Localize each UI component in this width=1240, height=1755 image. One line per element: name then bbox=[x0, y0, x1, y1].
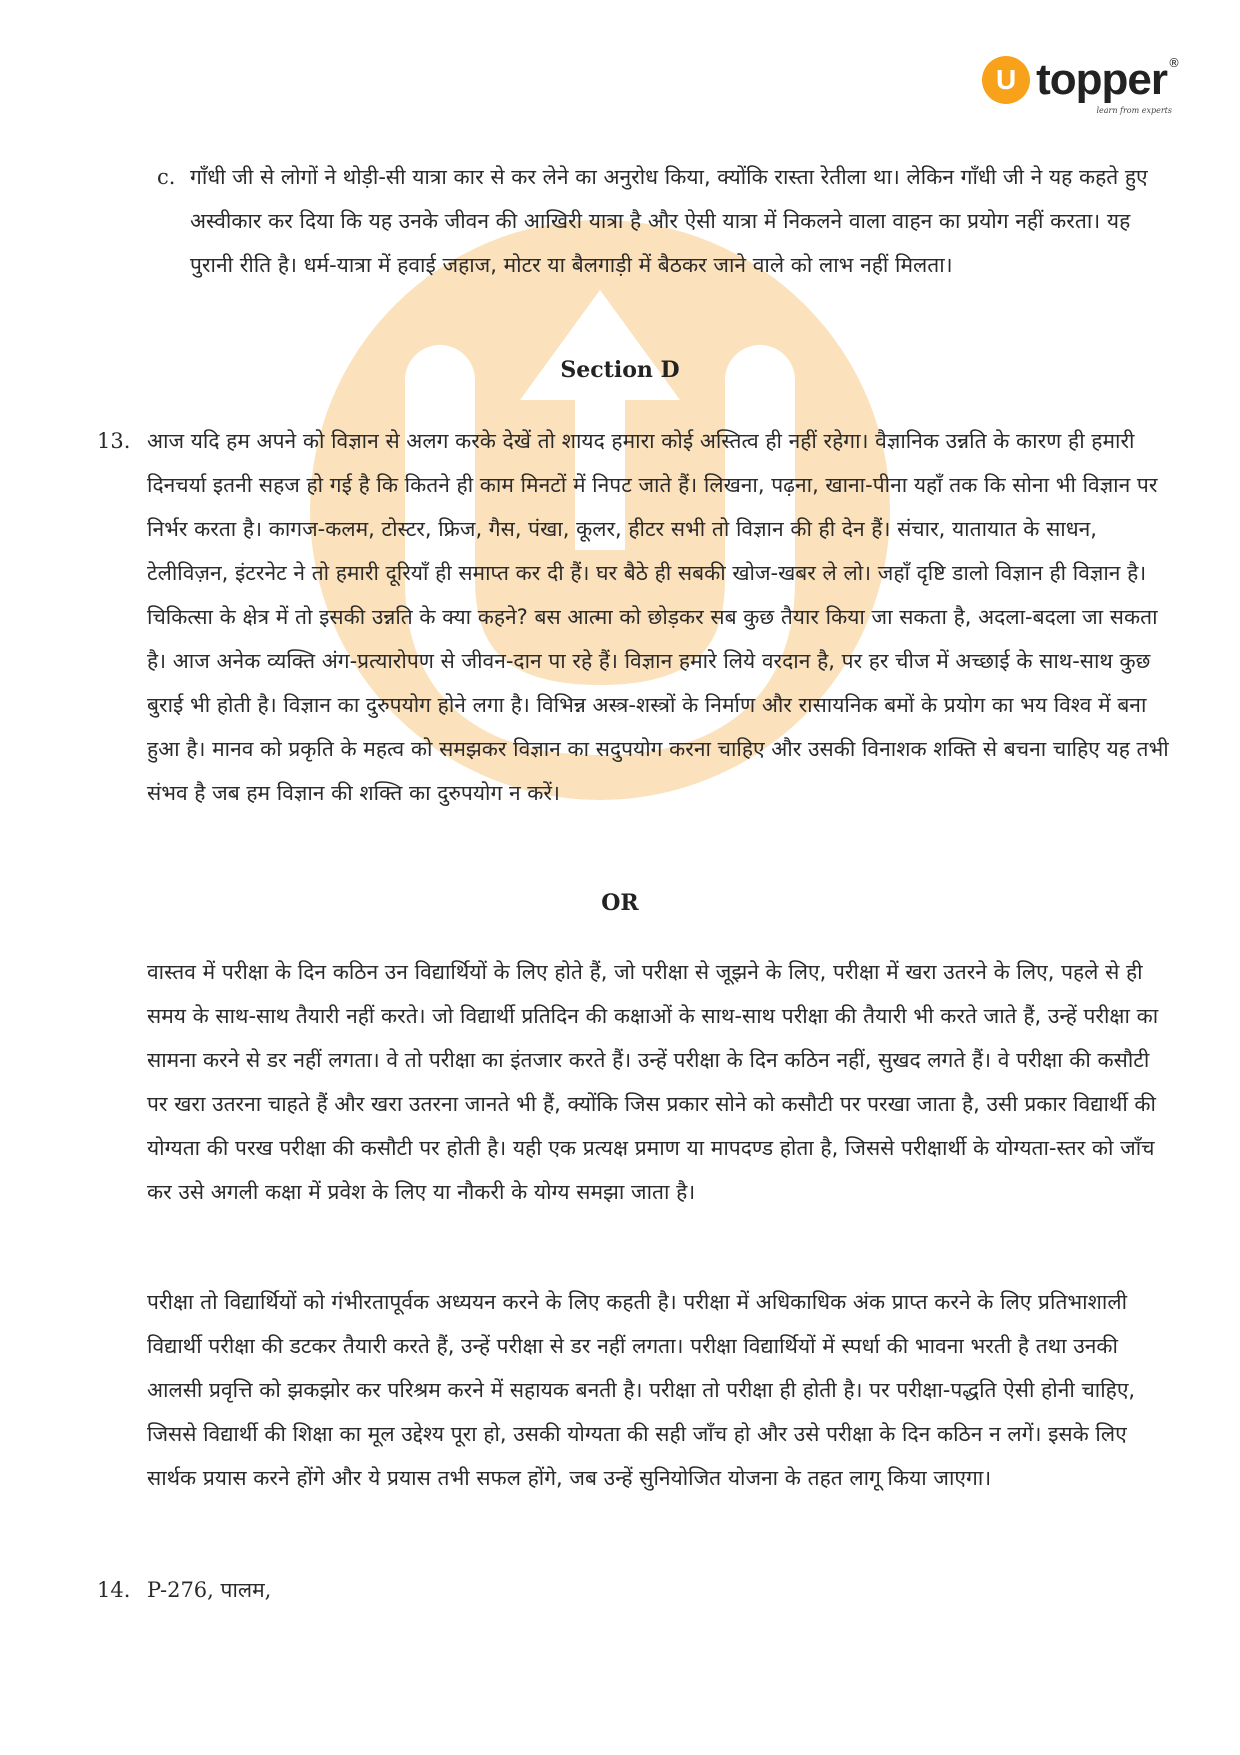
or-heading: OR bbox=[601, 890, 639, 916]
answer-item-c bbox=[157, 155, 1169, 287]
topper-logo bbox=[982, 55, 1180, 115]
question-14 bbox=[97, 1568, 597, 1612]
question-13-text: आज यदि हम अपने को विज्ञान से अलग करके देखें तो शायद हमारा कोई अस्तित्व ही नहीं रहेगा। वैज्ञानिक उन्नति के कारण ही हमारी दिनचर्या इतनी सहज हो गई है कि कितने ही काम मिनटों में निपट जाते हैं। लिखना, पढ़ना, खाना-पीना यहाँ तक कि सोना भी विज्ञान पर निर्भर करता है। कागज-कलम, टोस्टर, फ्रिज, गैस, पंखा, कूलर, हीटर सभी तो विज्ञान की ही देन हैं। संचार, यातायात के साधन, टेलीविज़न, इंटरनेट ने तो हमारी दूरियाँ ही समाप्त कर दी हैं। घर बैठे ही सबकी खोज-खबर ले लो। जहाँ दृष्टि डालो विज्ञान ही विज्ञान है। चिकित्सा के क्षेत्र में तो इसकी उन्नति के क्या कहने? बस आत्मा को छोड़कर सब कुछ तैयार किया जा सकता है, अदला-बदला जा सकता है। आज अनेक व्यक्ति अंग-प्रत्यारोपण से जीवन-दान पा रहे हैं। विज्ञान हमारे लिये वरदान है, पर हर चीज में अच्छाई के साथ-साथ कुछ बुराई भी होती है। विज्ञान का दुरुपयोग होने लगा है। विभिन्न अस्त्र-शस्त्रों के निर्माण और रासायनिक बमों के प्रयोग का भय विश्व में बना हुआ है। मानव को प्रकृति के महत्व को समझकर विज्ञान का सदुपयोग करना चाहिए और उसकी विनाशक शक्ति से बचना चाहिए यह तभी संभव है जब हम विज्ञान की शक्ति का दुरुपयोग न करें। bbox=[147, 429, 1169, 805]
or-paragraph-2: परीक्षा तो विद्यार्थियों को गंभीरतापूर्वक अध्ययन करने के लिए कहती है। परीक्षा में अधिकाधिक अंक प्राप्त करने के लिए प्रतिभाशाली विद्यार्थी परीक्षा की डटकर तैयारी करते हैं, उन्हें परीक्षा से डर नहीं लगता। परीक्षा विद्यार्थियों में स्पर्धा की भावना भरती है तथा उनकी आलसी प्रवृत्ति को झकझोर कर परिश्रम करने में सहायक बनती है। परीक्षा तो परीक्षा ही होती है। पर परीक्षा-पद्धति ऐसी होनी चाहिए, जिससे विद्यार्थी की शिक्षा का मूल उद्देश्य पूरा हो, उसकी योग्यता की सही जाँच हो और उसे परीक्षा के दिन कठिन न लगें। इसके लिए सार्थक प्रयास करने होंगे और ये प्रयास तभी सफल होंगे, जब उन्हें सुनियोजित योजना के तहत लागू किया जाएगा। bbox=[147, 1290, 1136, 1490]
or-paragraph-1: वास्तव में परीक्षा के दिन कठिन उन विद्यार्थियों के लिए होते हैं, जो परीक्षा से जूझने के लिए, परीक्षा में खरा उतरने के लिए, पहले से ही समय के साथ-साथ तैयारी नहीं करते। जो विद्यार्थी प्रतिदिन की कक्षाओं के साथ-साथ परीक्षा की तैयारी भी करते जाते हैं, उन्हें परीक्षा का सामना करने से डर नहीं लगता। वे तो परीक्षा का इंतजार करते हैं। उन्हें परीक्षा के दिन कठिन नहीं, सुखद लगते हैं। वे परीक्षा की कसौटी पर खरा उतरना चाहते हैं और खरा उतरना जानते भी हैं, क्योंकि जिस प्रकार सोने को कसौटी पर परखा जाता है, उसी प्रकार विद्यार्थी की योग्यता की परख परीक्षा की कसौटी पर होती है। यही एक प्रत्यक्ष प्रमाण या मापदण्ड होता है, जिससे परीक्षार्थी के योग्यता-स्तर को जाँच कर उसे अगली कक्षा में प्रवेश के लिए या नौकरी के योग्य समझा जाता है। bbox=[147, 960, 1159, 1204]
logo-brand-text: topper bbox=[1036, 55, 1167, 104]
question-14-text: P-276, पालम, bbox=[147, 1578, 272, 1602]
item-marker: c. bbox=[157, 165, 176, 189]
item-c-text: गाँधी जी से लोगों ने थोड़ी-सी यात्रा कार से कर लेने का अनुरोध किया, क्योंकि रास्ता रेतीला था। लेकिन गाँधी जी ने यह कहते हुए अस्वीकार कर दिया कि यह उनके जीवन की आखिरी यात्रा है और ऐसी यात्रा में निकलने वाला वाहन का प्रयोग नहीं करता। यह पुरानी रीति है। धर्म-यात्रा में हवाई जहाज, मोटर या बैलगाड़ी में बैठकर जाने वाले को लाभ नहीं मिलता। bbox=[190, 165, 1148, 277]
topper-logo-icon: U bbox=[982, 56, 1030, 104]
question-number: 14. bbox=[97, 1578, 131, 1602]
logo-tagline: learn from experts bbox=[1096, 106, 1172, 115]
logo-registered-mark: ® bbox=[1168, 56, 1180, 70]
question-number: 13. bbox=[97, 429, 131, 453]
question-13 bbox=[97, 419, 1172, 815]
section-heading: Section D bbox=[560, 357, 680, 383]
